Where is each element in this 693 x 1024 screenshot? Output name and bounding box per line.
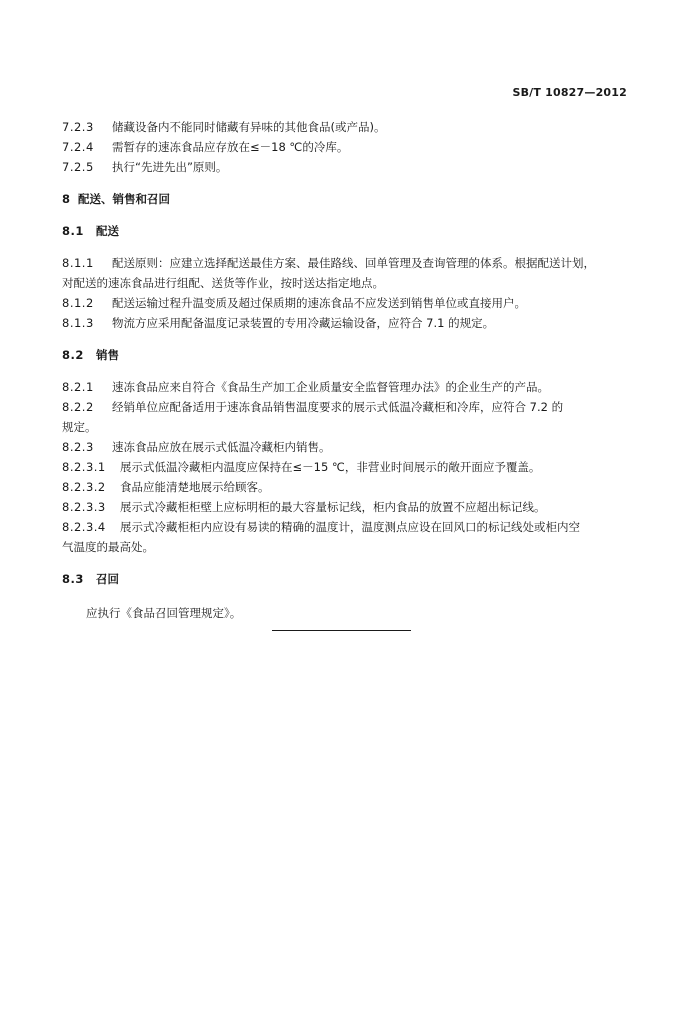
- clause-8-1-2: [62, 293, 628, 313]
- clause-7-2-5: [62, 157, 628, 177]
- clause-text: 展示式冷藏柜柜壁上应标明柜的最大容量标记线，柜内食品的放置不应超出标记线。: [120, 500, 546, 514]
- clause-text: 展示式冷藏柜柜内应设有易读的精确的温度计，温度测点应设在回风口的标记线处或柜内空: [120, 520, 580, 534]
- section-8-heading: [62, 189, 628, 209]
- clause-8-2-3-4-cont: [62, 537, 628, 557]
- clause-7-2-3: [62, 117, 628, 137]
- clause-text: 经销单位应配备适用于速冻食品销售温度要求的展示式低温冷藏柜和冷库，应符合 7.2 的: [112, 400, 564, 414]
- clause-text: 展示式低温冷藏柜内温度应保持在≤－15 ℃，非营业时间展示的敞开面应予覆盖。: [120, 460, 541, 474]
- clause-text: 物流方应采用配备温度记录装置的专用冷藏运输设备，应符合 7.1 的规定。: [112, 316, 495, 330]
- clause-number: 8.2.3.3: [62, 500, 106, 514]
- clause-number: 7.2.3: [62, 120, 94, 134]
- clause-number: 8.1.3: [62, 316, 94, 330]
- clause-8-1-1: [62, 253, 628, 273]
- clause-number: 8.2.3.2: [62, 480, 106, 494]
- clause-number: 7.2.4: [62, 140, 94, 154]
- clause-text: 食品应能清楚地展示给顾客。: [120, 480, 270, 494]
- clause-text: 速冻食品应放在展示式低温冷藏柜内销售。: [112, 440, 331, 454]
- clause-text-continued: 气温度的最高处。: [62, 540, 154, 554]
- section-number: 8.3: [62, 572, 84, 586]
- section-number: 8: [62, 192, 71, 206]
- clause-text: 配送原则：应建立选择配送最佳方案、最佳路线、回单管理及查询管理的体系。根据配送计划，: [112, 256, 595, 270]
- clause-number: 7.2.5: [62, 160, 94, 174]
- section-title: 配送: [96, 224, 119, 238]
- clause-8-2-3-3: [62, 497, 628, 517]
- clause-number: 8.2.3: [62, 440, 94, 454]
- clause-number: 8.2.2: [62, 400, 94, 414]
- clause-8-2-3: [62, 437, 628, 457]
- clause-number: 8.2.1: [62, 380, 94, 394]
- clause-8-2-3-1: [62, 457, 628, 477]
- clause-number: 8.1.2: [62, 296, 94, 310]
- section-title: 召回: [96, 572, 119, 586]
- clause-7-2-4: [62, 137, 628, 157]
- section-8-1-heading: [62, 221, 628, 241]
- clause-text: 执行“先进先出”原则。: [112, 160, 228, 174]
- clause-text-continued: 对配送的速冻食品进行组配、送货等作业，按时送达指定地点。: [62, 276, 384, 290]
- clause-text: 需暂存的速冻食品应存放在≤－18 ℃的冷库。: [112, 140, 349, 154]
- standard-code: SB/T 10827—2012: [512, 86, 627, 99]
- clause-number: 8.2.3.1: [62, 460, 106, 474]
- section-number: 8.1: [62, 224, 84, 238]
- section-number: 8.2: [62, 348, 84, 362]
- clause-number: 8.2.3.4: [62, 520, 106, 534]
- end-of-document-rule: [272, 630, 411, 631]
- clause-text: 储藏设备内不能同时储藏有异味的其他食品(或产品)。: [112, 120, 386, 134]
- section-8-2-heading: [62, 345, 628, 365]
- clause-text: 配送运输过程升温变质及超过保质期的速冻食品不应发送到销售单位或直接用户。: [112, 296, 526, 310]
- section-8-3-text: 应执行《食品召回管理规定》。: [86, 606, 242, 620]
- clause-8-2-3-2: [62, 477, 628, 497]
- clause-8-2-2: [62, 397, 628, 417]
- clause-8-2-1: [62, 377, 628, 397]
- section-title: 销售: [96, 348, 119, 362]
- clause-8-2-3-4: [62, 517, 628, 537]
- document-body: [62, 117, 628, 623]
- clause-text-continued: 规定。: [62, 420, 97, 434]
- clause-8-1-1-cont: [62, 273, 628, 293]
- section-title: 配送、销售和召回: [78, 192, 171, 206]
- section-8-3-heading: [62, 569, 628, 589]
- clause-8-1-3: [62, 313, 628, 333]
- clause-8-2-2-cont: [62, 417, 628, 437]
- clause-text: 速冻食品应来自符合《食品生产加工企业质量安全监督管理办法》的企业生产的产品。: [112, 380, 549, 394]
- clause-number: 8.1.1: [62, 256, 94, 270]
